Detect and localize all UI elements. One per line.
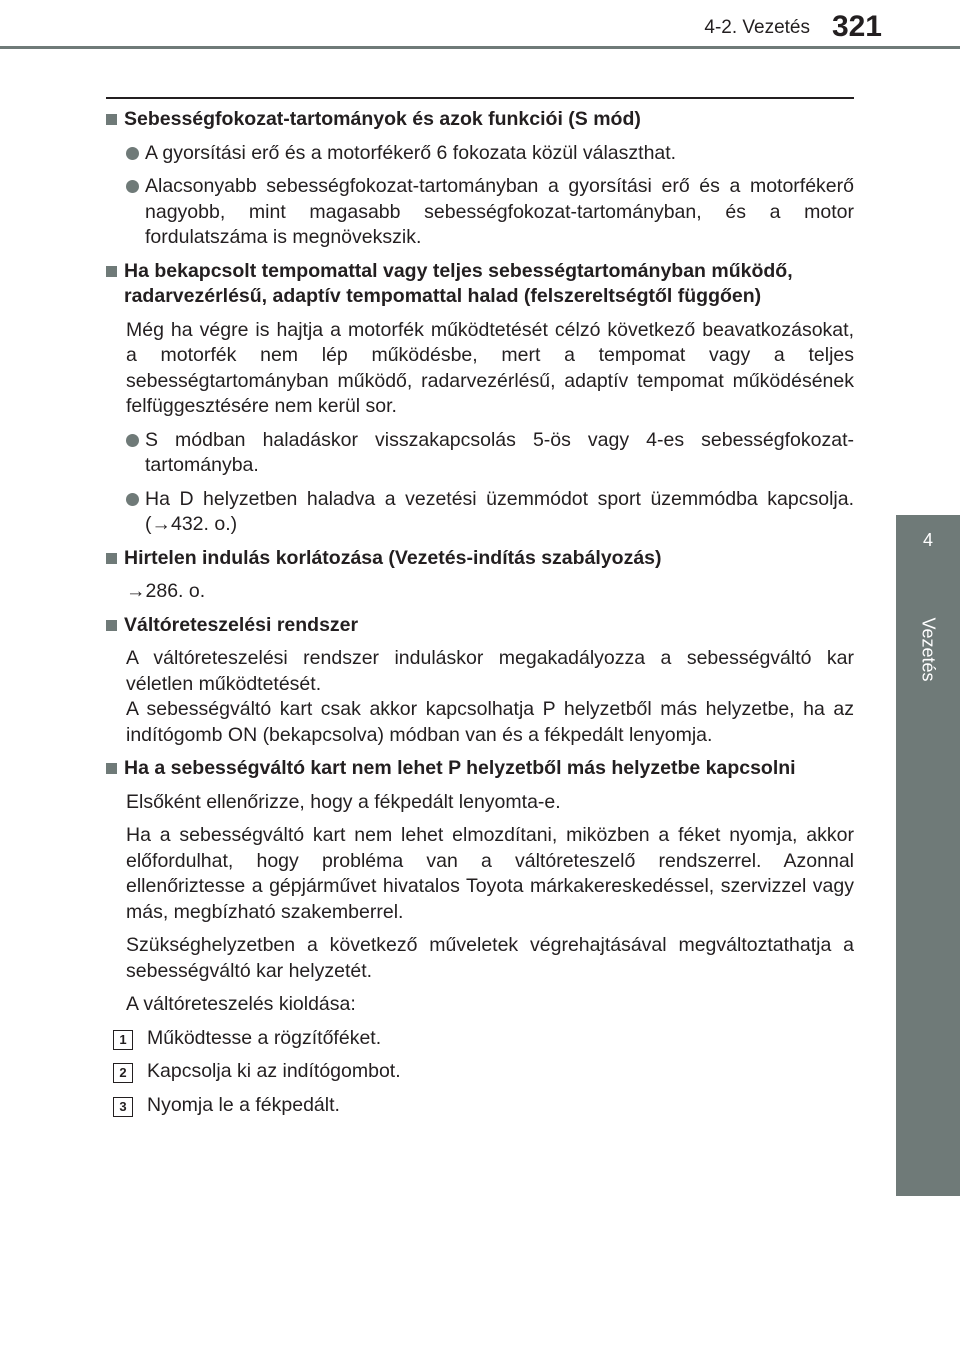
square-bullet-icon — [106, 266, 117, 277]
section-heading: Sebességfokozat-tartományok és azok funkciói (S mód) — [106, 107, 854, 133]
chapter-tab-label: Vezetés — [918, 617, 939, 682]
bullet-item: S módban haladáskor visszakapcsolás 5-ös vagy 4-es sebességfokozat-tartományba. — [126, 428, 854, 479]
content-top-rule — [106, 97, 854, 99]
page-reference: →286. o. — [126, 580, 206, 602]
paragraph: Elsőként ellenőrizze, hogy a fékpedált lenyomta-e. — [126, 790, 561, 813]
section-heading: Ha a sebességváltó kart nem lehet P helyzetből más helyzetbe kapcsolni — [106, 756, 854, 782]
round-bullet-icon — [126, 493, 139, 506]
page-number: 321 — [831, 10, 882, 43]
header-rule — [0, 46, 960, 49]
step-number: 2 — [113, 1063, 133, 1083]
paragraph: Még ha végre is hajtja a motorfék működtetését célzó következő beavatkozásokat, a motorfék nem lép működésbe, mert a tempomat vagy a teljes sebességtartományban működő, radarvezérlésű, adaptív tempomat működésének felfüggesztésére nem kerül sor. — [126, 318, 854, 417]
step-number: 1 — [113, 1030, 133, 1050]
chapter-tab-number: 4 — [922, 530, 933, 550]
page-content — [106, 107, 854, 1126]
square-bullet-icon — [106, 553, 117, 564]
section-heading: Váltóreteszelési rendszer — [106, 613, 854, 639]
round-bullet-icon — [126, 147, 139, 160]
section-title: 4-2. Vezetés — [704, 17, 810, 38]
section-heading: Ha bekapcsolt tempomattal vagy teljes sebességtartományban működő, radarvezérlésű, adaptív tempomattal halad (felszereltségtől függően) — [106, 259, 854, 310]
paragraph: Ha a sebességváltó kart nem lehet elmozdítani, miközben a féket nyomja, akkor előfordulhat, hogy probléma van a váltóreteszelő rendszerrel. Azonnal ellenőriztesse a gépjárművet hivatalos Toyota márkakereskedéssel, szervizzel vagy más, megbízható szakemberrel. — [126, 824, 854, 923]
square-bullet-icon — [106, 620, 117, 631]
bullet-item: Ha D helyzetben haladva a vezetési üzemmódot sport üzemmódba kapcsolja. (→432. o.) — [126, 487, 854, 538]
round-bullet-icon — [126, 434, 139, 447]
square-bullet-icon — [106, 763, 117, 774]
paragraph: Szükséghelyzetben a következő műveletek végrehajtásával megváltoztathatja a sebességváltó kar helyzetét. — [126, 934, 854, 982]
step-item: 2 Kapcsolja ki az indítógombot. — [113, 1059, 854, 1085]
chapter-tab-strip — [896, 579, 960, 1196]
square-bullet-icon — [106, 114, 117, 125]
step-item: 3 Nyomja le a fékpedált. — [113, 1093, 854, 1119]
bullet-item: Alacsonyabb sebességfokozat-tartományban a gyorsítási erő és a motorfékerő nagyobb, mint magasabb sebességfokozat-tartományban, és a motor fordulatszáma is megnövekszik. — [126, 174, 854, 251]
paragraph: A váltóreteszelési rendszer induláskor megakadályozza a sebességváltó kar véletlen működtetését. A sebességváltó kart csak akkor kapcsolhatja P helyzetből más helyzetbe, ha az indítógomb ON (bekapcsolva) módban van és a fékpedált lenyomja. — [126, 647, 854, 746]
step-item: 1 Működtesse a rögzítőféket. — [113, 1026, 854, 1052]
paragraph: A váltóreteszelés kioldása: — [126, 993, 356, 1015]
step-number: 3 — [113, 1097, 133, 1117]
section-heading: Hirtelen indulás korlátozása (Vezetés-indítás szabályozás) — [106, 546, 854, 572]
round-bullet-icon — [126, 180, 139, 193]
bullet-item: A gyorsítási erő és a motorfékerő 6 fokozata közül választhat. — [126, 141, 854, 167]
